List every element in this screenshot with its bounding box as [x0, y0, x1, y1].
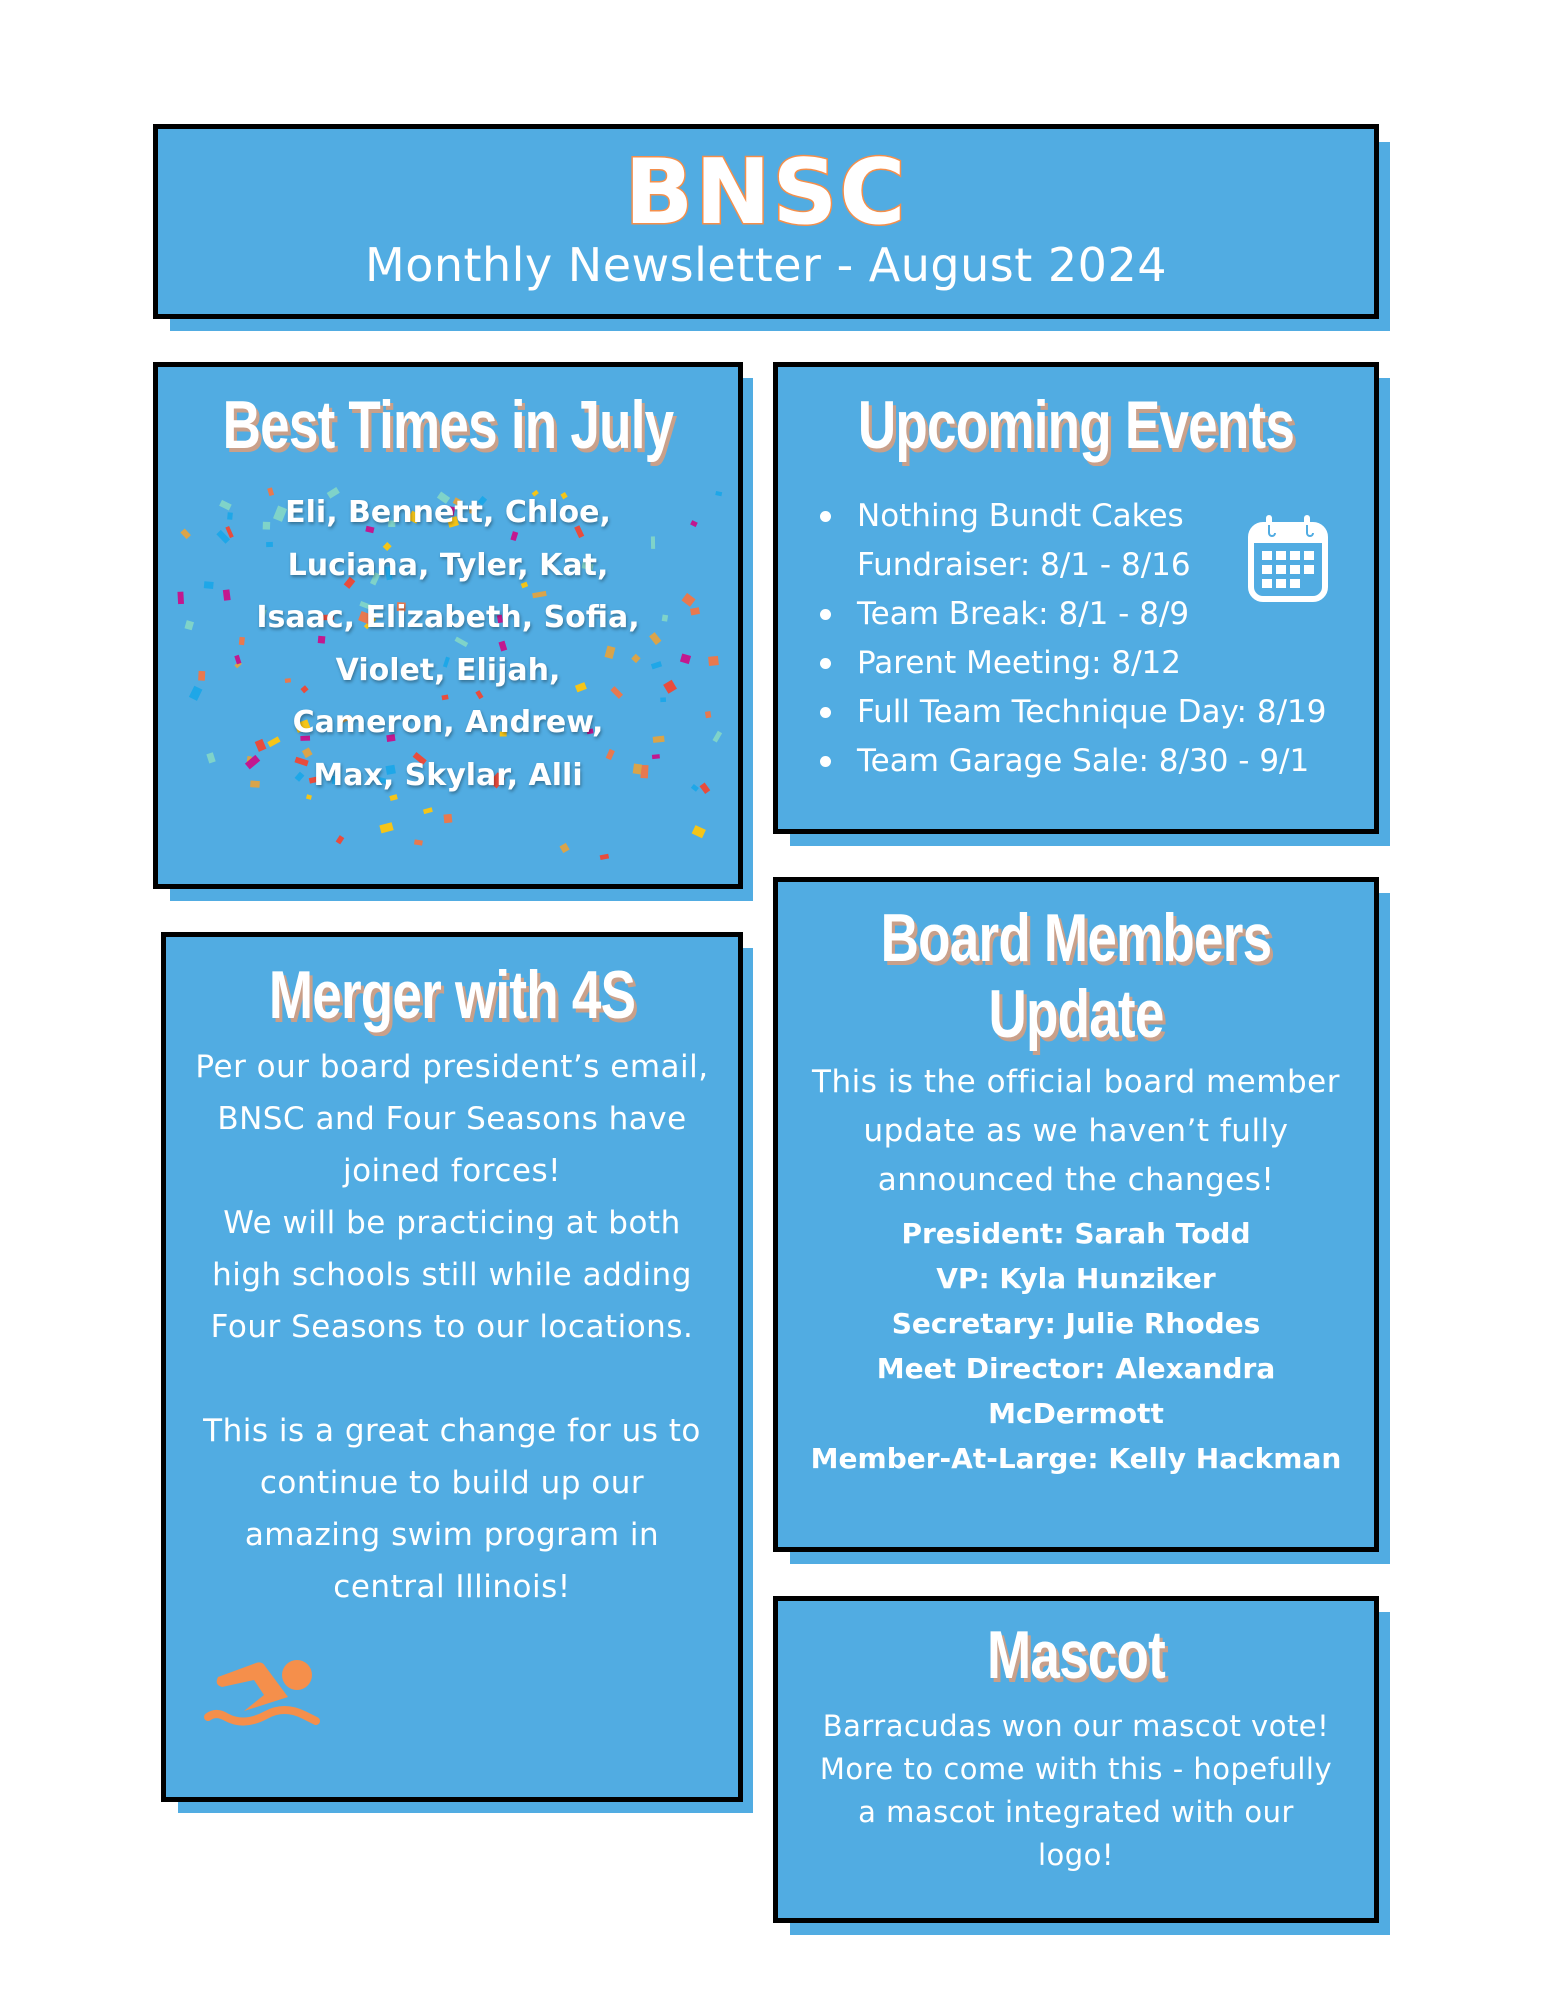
mascot-heading: Mascot: [986, 1617, 1166, 1693]
merger-paragraph-2: [166, 1405, 738, 1613]
event-text: Full Team Technique Day: 8/19: [857, 694, 1327, 730]
newsletter-subtitle: Monthly Newsletter - August 2024: [365, 238, 1167, 292]
event-item: [802, 590, 1326, 639]
board-intro: [778, 1058, 1374, 1205]
heading-line: Board Members: [880, 900, 1272, 976]
merger-heading: Merger with 4S: [268, 957, 636, 1033]
names-line: Violet, Elijah,: [335, 652, 561, 688]
text-line: update as we haven’t fully: [863, 1113, 1289, 1149]
event-item: [802, 492, 1326, 590]
mascot-card: [773, 1596, 1379, 1923]
event-text: Nothing Bundt Cakes: [857, 498, 1184, 534]
text-line: BNSC and Four Seasons have: [217, 1101, 687, 1137]
text-line: a mascot integrated with our: [858, 1795, 1294, 1829]
board-members-list: [778, 1211, 1374, 1481]
text-line: Per our board president’s email,: [195, 1049, 709, 1085]
text-line: We will be practicing at both: [223, 1205, 681, 1241]
best-times-heading: Best Times in July: [222, 387, 674, 463]
swimmer-icon: [204, 1655, 324, 1735]
events-card: [773, 362, 1379, 834]
text-line: This is a great change for us to: [203, 1413, 701, 1449]
text-line: logo!: [1037, 1838, 1115, 1872]
text-line: joined forces!: [342, 1153, 562, 1189]
event-item: [802, 737, 1326, 786]
merger-card: [161, 932, 743, 1802]
text-line: announced the changes!: [877, 1162, 1275, 1198]
text-line: More to come with this - hopefully: [819, 1752, 1333, 1786]
confetti-piece: [559, 843, 569, 853]
board-card: [773, 877, 1379, 1552]
confetti-piece: [336, 835, 345, 844]
confetti-piece: [443, 814, 452, 823]
names-line: Cameron, Andrew,: [292, 705, 604, 740]
event-text: Team Garage Sale: 8/30 - 9/1: [857, 743, 1310, 779]
events-heading: Upcoming Events: [857, 387, 1295, 463]
confetti-piece: [600, 854, 609, 860]
heading-line: Update: [988, 976, 1164, 1052]
board-heading: [844, 900, 1309, 1052]
board-member: VP: Kyla Hunziker: [936, 1262, 1216, 1295]
text-line: central Illinois!: [333, 1569, 571, 1605]
names-line: Isaac, Elizabeth, Sofia,: [256, 600, 640, 635]
text-line: This is the official board member: [812, 1064, 1340, 1100]
names-line: Max, Skylar, Alli: [313, 757, 583, 793]
event-text: Fundraiser: 8/1 - 8/16: [857, 547, 1191, 583]
confetti-piece: [692, 825, 706, 838]
confetti-piece: [414, 839, 423, 845]
event-item: [802, 639, 1326, 688]
names-line: Eli, Bennett, Chloe,: [285, 495, 611, 530]
confetti-piece: [379, 822, 393, 833]
header-banner: [153, 124, 1379, 319]
mascot-body: [778, 1705, 1374, 1877]
text-line: continue to build up our: [259, 1465, 645, 1501]
best-times-card: [153, 362, 743, 889]
confetti-piece: [423, 807, 433, 814]
board-member: Meet Director: Alexandra: [876, 1352, 1276, 1385]
board-member: President: Sarah Todd: [901, 1217, 1251, 1250]
text-line: amazing swim program in: [244, 1517, 660, 1553]
event-item: [802, 688, 1326, 737]
event-text: Team Break: 8/1 - 8/9: [857, 596, 1190, 632]
events-list: [802, 492, 1326, 786]
names-line: Luciana, Tyler, Kat,: [287, 547, 609, 583]
text-line: high schools still while adding: [212, 1257, 692, 1293]
event-text: Parent Meeting: 8/12: [857, 645, 1181, 681]
board-member: McDermott: [988, 1397, 1164, 1430]
board-member: Secretary: Julie Rhodes: [891, 1307, 1261, 1340]
text-line: Barracudas won our mascot vote!: [822, 1709, 1330, 1743]
newsletter-logo-title: BNSC: [624, 140, 908, 245]
text-line: Four Seasons to our locations.: [210, 1309, 694, 1345]
best-times-names: [158, 487, 738, 802]
merger-paragraph-1: [166, 1041, 738, 1353]
board-member: Member-At-Large: Kelly Hackman: [810, 1442, 1342, 1475]
